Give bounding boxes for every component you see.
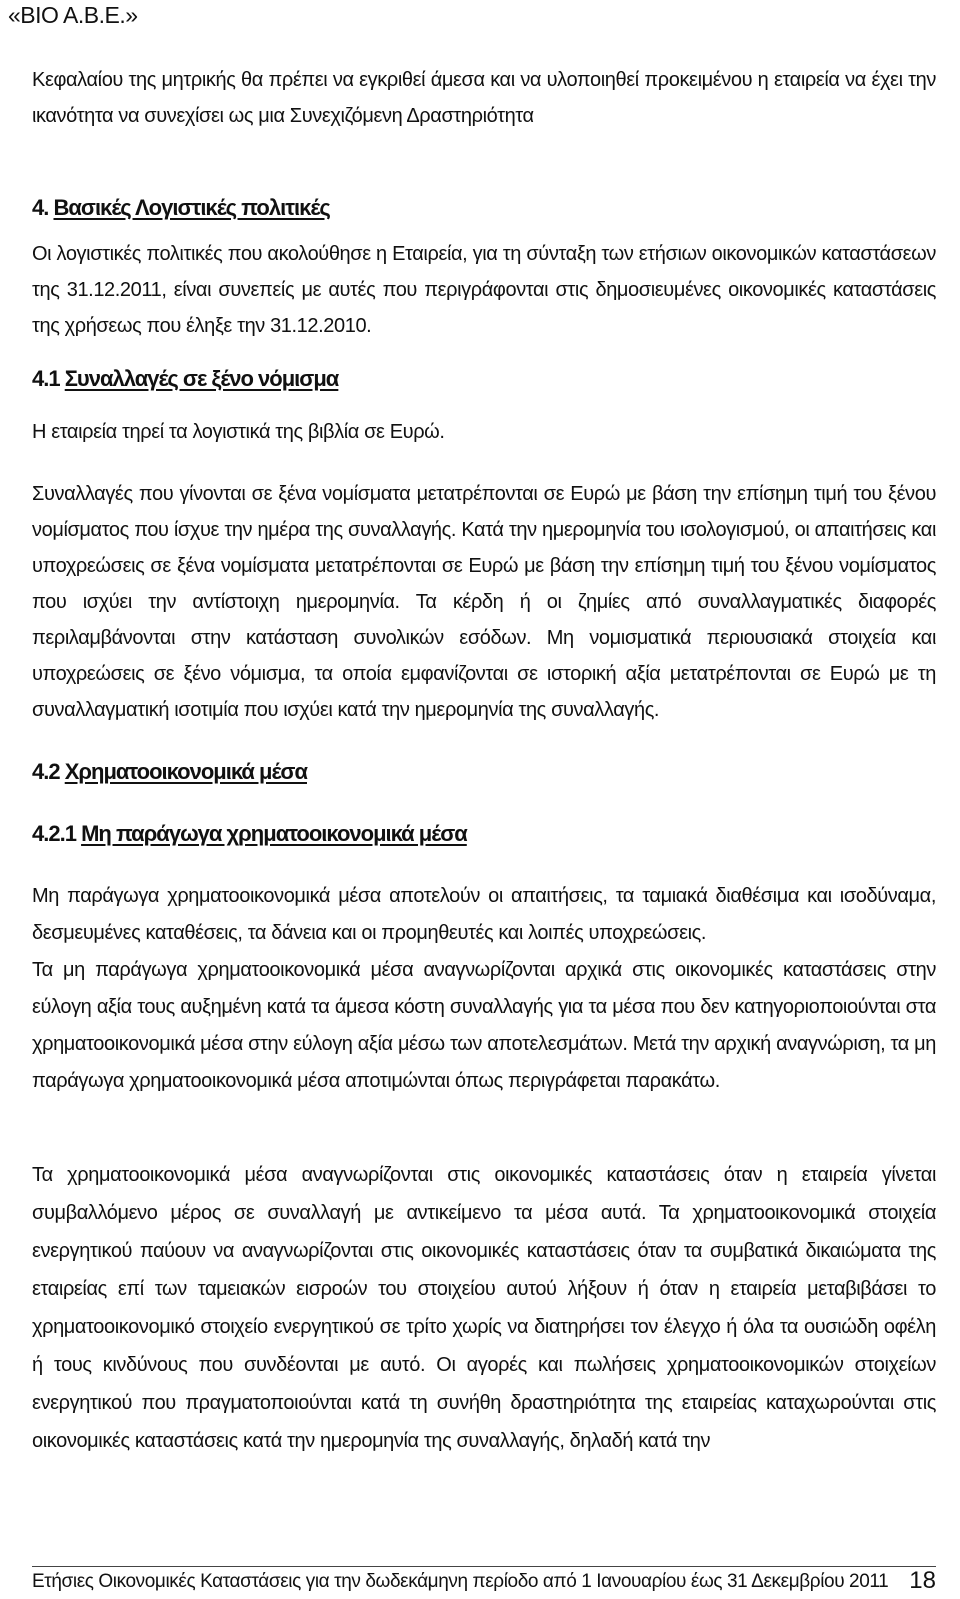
nonderivative-paragraph-2: Τα μη παράγωγα χρηματοοικονομικά μέσα αναγνωρίζονται αρχικά στις οικονομικές καταστάσεις στην εύλογη αξία τους αυξημένη κατά τα άμεσα κόστη συναλλαγής για τα μέσα που δεν κατηγοριοποιούνται στα χρηματοοικονομικά μέσα στην εύλογη αξία μέσω των αποτελεσμάτων. Μετά την αρχική αναγνώριση, τα μη παράγωγα χρηματοοικονομικά μέσα αποτιμώνται όπως περιγράφεται παρακάτω. — [32, 959, 936, 1092]
section-heading-4-2-1 — [32, 816, 936, 852]
section-heading-4 — [32, 190, 936, 226]
running-header: «ΒΙΟ Α.Β.Ε.» — [8, 2, 138, 28]
document-body — [32, 62, 936, 1460]
policies-paragraph: Οι λογιστικές πολιτικές που ακολούθησε η Εταιρεία, για τη σύνταξη των ετήσιων οικονομικών καταστάσεων της 31.12.2011, είναι συνεπείς με αυτές που περιγράφονται στις δημοσιευμένες οικονομικές καταστάσεις της χρήσεως που έληξε την 31.12.2010. — [32, 243, 936, 337]
page-number: 18 — [909, 1567, 936, 1594]
intro-paragraph: Κεφαλαίου της μητρικής θα πρέπει να εγκριθεί άμεσα και να υλοποιηθεί προκειμένου η εταιρεία να έχει την ικανότητα να συνεχίσει ως μια Συνεχιζόμενη Δραστηριότητα — [32, 69, 936, 127]
section-title: Βασικές Λογιστικές πολιτικές — [53, 195, 330, 220]
fx-paragraph: Συναλλαγές που γίνονται σε ξένα νομίσματα μετατρέπονται σε Ευρώ με βάση την επίσημη τιμή του ξένου νομίσματος που ίσχυε την ημέρα της συναλλαγής. Κατά την ημερομηνία του ισολογισμού, οι απαιτήσεις και υποχρεώσεις σε ξένα νομίσματα μετατρέπονται σε Ευρώ με βάση την επίσημη τιμή του ξένου νομίσματος που ισχύει την αντίστοιχη ημερομηνία. Τα κέρδη ή οι ζημίες από συναλλαγματικές διαφορές περιλαμβάνονται στην κατάσταση συνολικών εσόδων. Μη νομισματικά περιουσιακά στοιχεία και υποχρεώσεις σε ξένο νόμισμα, τα οποία εμφανίζονται σε ιστορική αξία μετατρέπονται σε Ευρώ με τη συναλλαγματική ισοτιμία που ισχύει κατά την ημερομηνία της συναλλαγής. — [32, 483, 936, 721]
euro-paragraph: Η εταιρεία τηρεί τα λογιστικά της βιβλία σε Ευρώ. — [32, 421, 445, 443]
section-title: Χρηματοοικονομικά μέσα — [64, 759, 307, 784]
section-heading-4-1 — [32, 361, 936, 397]
section-number: 4. — [32, 195, 49, 220]
nonderivative-paragraph-1: Μη παράγωγα χρηματοοικονομικά μέσα αποτελούν οι απαιτήσεις, τα ταμιακά διαθέσιμα και ισοδύναμα, δεσμευμένες καταθέσεις, τα δάνεια και οι προμηθευτές και λοιπές υποχρεώσεις. — [32, 885, 936, 944]
section-title: Συναλλαγές σε ξένο νόμισμα — [64, 366, 339, 391]
footer-divider — [32, 1566, 936, 1567]
footer-text: Ετήσιες Οικονομικές Καταστάσεις για την δωδεκάμηνη περίοδο από 1 Ιανουαρίου έως 31 Δεκεμβρίου 2011 — [32, 1571, 889, 1592]
section-heading-4-2 — [32, 754, 936, 790]
section-title: Μη παράγωγα χρηματοοικονομικά μέσα — [81, 821, 467, 846]
section-number: 4.2 — [32, 759, 60, 784]
recognition-paragraph: Τα χρηματοοικονομικά μέσα αναγνωρίζονται στις οικονομικές καταστάσεις όταν η εταιρεία γίνεται συμβαλλόμενο μέρος σε συναλλαγή με αντικείμενο τα μέσα αυτά. Τα χρηματοοικονομικά στοιχεία ενεργητικού παύουν να αναγνωρίζονται στις οικονομικές καταστάσεις όταν τα συμβατικά δικαιώματα της εταιρείας επί των ταμειακών εισροών του στοιχείου αυτού λήξουν ή όταν η εταιρεία μεταβιβάσει το χρηματοοικονομικό στοιχείο ενεργητικού σε τρίτο χωρίς να διατηρήσει τον έλεγχο ή όλα τα ουσιώδη οφέλη ή τους κινδύνους που συνδέονται με αυτό. Οι αγορές και πωλήσεις χρηματοοικονομικών στοιχείων ενεργητικού που πραγματοποιούνται κατά τη συνήθη δραστηριότητα της εταιρείας καταχωρούνται στις οικονομικές καταστάσεις κατά την ημερομηνία της συναλλαγής, δηλαδή κατά την — [32, 1164, 936, 1452]
section-number: 4.2.1 — [32, 821, 76, 846]
section-number: 4.1 — [32, 366, 60, 391]
